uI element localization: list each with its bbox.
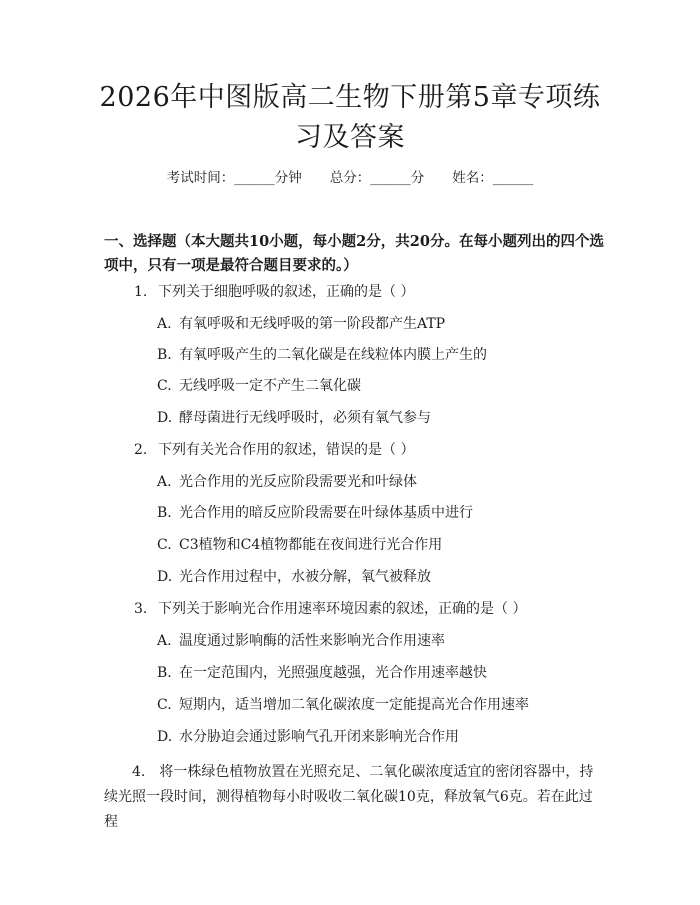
question-number: 3.	[134, 601, 148, 617]
option-letter: C.	[157, 537, 172, 553]
question-3	[134, 599, 526, 619]
page-title: 2026年中图版高二生物下册第5章专项练习及答案	[99, 82, 601, 153]
total-score-unit: 分	[410, 170, 425, 186]
question-1-option-a	[157, 314, 445, 334]
option-text: 光合作用的光反应阶段需要光和叶绿体	[179, 474, 417, 490]
option-text: 水分胁迫会通过影响气孔开闭来影响光合作用	[179, 729, 459, 745]
option-text: 光合作用过程中，水被分解，氧气被释放	[179, 569, 431, 585]
question-number: 2.	[134, 442, 148, 458]
option-text: 短期内，适当增加二氧化碳浓度一定能提高光合作用速率	[179, 697, 529, 713]
exam-time-label: 考试时间：	[166, 170, 235, 186]
question-3-option-d	[157, 727, 459, 747]
question-2-option-a	[157, 472, 417, 492]
question-stem: 下列有关光合作用的叙述，错误的是（ ）	[158, 442, 415, 458]
question-4: 4. 将一株绿色植物放置在光照充足、二氧化碳浓度适宜的密闭容器中，持续光照一段时间，测得植物每小时吸收二氧化碳10克，释放氧气6克。若在此过程	[104, 764, 594, 830]
exam-info-line	[0, 168, 700, 188]
question-stem: 下列关于影响光合作用速率环境因素的叙述，正确的是（ ）	[158, 601, 527, 617]
student-name-blank: ______	[492, 170, 534, 186]
question-1	[134, 282, 414, 302]
option-letter: B.	[157, 347, 172, 363]
question-1-option-b	[157, 345, 487, 365]
option-text: 有氧呼吸和无线呼吸的第一阶段都产生ATP	[179, 316, 446, 332]
option-letter: B.	[157, 505, 172, 521]
option-letter: D.	[157, 410, 173, 426]
option-letter: C.	[157, 378, 172, 394]
question-2-option-d	[157, 567, 431, 587]
total-score-blank: ______	[370, 170, 411, 186]
option-letter: D.	[157, 729, 173, 745]
section-heading-choice: 一、选择题（本大题共10小题，每小题2分，共20分。在每小题列出的四个选项中，只有一项是最符合题目要求的。）	[104, 233, 604, 274]
option-letter: A.	[157, 316, 172, 332]
question-2	[134, 440, 414, 460]
exam-time-blank: ______	[234, 170, 275, 186]
question-1-option-d	[157, 408, 431, 428]
option-text: 无线呼吸一定不产生二氧化碳	[179, 378, 361, 394]
question-3-option-a	[157, 631, 445, 651]
option-text: C3植物和C4植物都能在夜间进行光合作用	[179, 537, 443, 553]
total-score-label: 总分：	[329, 170, 371, 186]
question-stem: 下列关于细胞呼吸的叙述，正确的是（ ）	[158, 284, 415, 300]
option-text: 光合作用的暗反应阶段需要在叶绿体基质中进行	[179, 505, 473, 521]
question-3-option-b	[157, 663, 487, 683]
question-3-option-c	[157, 695, 529, 715]
option-text: 酵母菌进行无线呼吸时，必须有氧气参与	[179, 410, 431, 426]
option-text: 温度通过影响酶的活性来影响光合作用速率	[179, 633, 445, 649]
option-letter: D.	[157, 569, 173, 585]
question-2-option-c	[157, 535, 442, 555]
option-letter: C.	[157, 697, 172, 713]
option-text: 在一定范围内，光照强度越强，光合作用速率越快	[179, 665, 487, 681]
exam-time-unit: 分钟	[274, 170, 302, 186]
option-letter: B.	[157, 665, 172, 681]
option-letter: A.	[157, 474, 172, 490]
option-text: 有氧呼吸产生的二氧化碳是在线粒体内膜上产生的	[179, 347, 487, 363]
option-letter: A.	[157, 633, 172, 649]
question-1-option-c	[157, 376, 361, 396]
student-name-label: 姓名：	[452, 170, 493, 186]
question-2-option-b	[157, 503, 473, 523]
question-number: 1.	[134, 284, 148, 300]
